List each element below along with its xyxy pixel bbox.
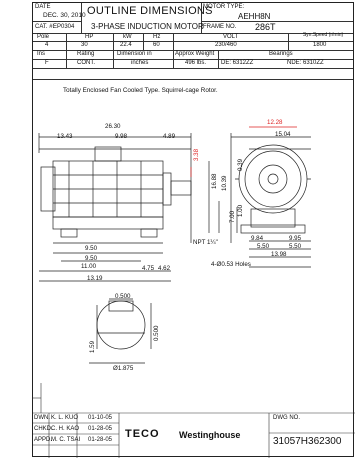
dim-front-top-red: 12.28 [267,119,283,126]
motor-type-label: MOTOR TYPE: [203,4,245,10]
dim-overall: 26.30 [105,123,121,130]
shaft [171,181,191,195]
frame-value: 286T [255,22,276,32]
dim-front-npt: NPT 1¼" [193,239,218,246]
dim-feet-f: 13.19 [87,275,103,282]
spec-header-bearings: Bearings [269,51,293,57]
signoff-chkd-label: CHKD. [34,426,53,432]
signoff-dwn-date: 01-10-05 [88,415,113,421]
dim-feet-e: 4.62 [158,265,171,272]
dim-h1: 16.88 [211,173,218,189]
frame-label: FRAME NO. [203,24,237,30]
dim-key-h: 0.500 [153,325,160,341]
spec-value-speed: 1800 [313,42,327,48]
dim-front-r5: 13.98 [271,251,287,258]
spec-header-volt: VOLT [223,34,239,40]
date-value: DEC. 30, 2010 [43,12,86,19]
front-circle-outer [239,145,307,213]
spec-value-bearing-nde: NDE: 6310ZZ [287,60,324,66]
dim-front-r2: 9.95 [289,235,302,242]
spec-value-dimension: inches [131,60,149,66]
dim-front-holes: 4-Ø0.53 Holes [211,261,251,268]
spec-value-weight: 496 lbs. [185,60,207,66]
spec-header-pole: Pole [37,34,50,40]
dim-d1: 13.43 [57,133,73,140]
dim-front-side-b: 1.00 [237,204,244,217]
dim-shaft-len: 1.59 [89,340,96,353]
dim-feet-b: 9.50 [85,255,98,262]
cat-value: EP0304 [53,24,75,30]
drawing-sheet [32,2,354,457]
dim-key-w: 0.500 [115,293,131,300]
dim-feet-c: 11.00 [81,263,97,270]
spec-value-rating: CONT. [77,60,95,66]
dim-h2: 10.39 [221,175,228,191]
spec-value-kw: 22.4 [120,42,132,48]
dim-front-top: 15.04 [275,131,291,138]
westinghouse-logo: Westinghouse [179,430,241,440]
spec-header-hz: Hz [153,34,161,40]
dwg-label: DWG NO. [273,415,300,421]
shaft-end-circle [97,301,145,349]
dim-h3: 7.00 [229,210,236,223]
dim-feet-a: 9.50 [85,245,98,252]
signoff-appd-date: 01-28-05 [88,437,113,443]
spec-header-kw: kW [123,34,132,40]
dwg-number: 31057H362300 [273,436,342,447]
spec-header-speed: Syn.Speed (r/min) [302,32,344,38]
spec-value-hp: 30 [81,42,88,48]
signoff-appd-label: APPD. [34,437,53,443]
dim-d3: 4.89 [163,133,176,140]
date-label: DATE [35,4,51,10]
signoff-chkd-name: C. H. KAO [51,426,80,432]
spec-value-hz: 60 [153,42,160,48]
signoff-appd-name: M. C. TSAI [51,437,81,443]
dim-front-r4: 5.50 [289,243,302,250]
description-text: Totally Enclosed Fan Cooled Type. Squirrel-cage Rotor. [63,87,218,94]
motor-type-value: AEHH8N [238,12,271,21]
spec-header-hp: HP [85,34,94,40]
signoff-dwn-label: DWN. [34,415,50,421]
spec-value-ins: F [45,60,49,66]
dim-feet-d: 4.75 [142,265,155,272]
spec-value-volt: 230/460 [215,42,237,48]
dim-shaft-red: 3.38 [193,148,200,161]
dim-shaft-dia: Ø1.875 [113,365,134,372]
spec-header-rating: Rating [77,51,95,57]
dim-d2: 9.98 [115,133,128,140]
dim-front-side-a: 0.39 [237,158,244,171]
signoff-dwn-name: K. L. KUO [51,415,79,421]
dim-front-r3: 5.50 [257,243,270,250]
outline-drawing [33,3,355,458]
teco-logo: TECO [125,428,160,440]
dim-front-r1: 9.84 [251,235,264,242]
spec-value-bearing-de: DE: 6312ZZ [221,60,254,66]
spec-header-dimension: Dimension in [117,51,152,57]
page-subtitle: 3-PHASE INDUCTION MOTOR [91,22,204,31]
spec-value-pole: 4 [45,42,49,48]
cat-label: CAT. #: [35,24,55,30]
page-title: OUTLINE DIMENSIONS [87,5,213,17]
spec-header-ins: Ins [37,51,46,57]
spec-header-weight: Approx Weight [175,51,215,57]
signoff-chkd-date: 01-28-05 [88,426,113,432]
